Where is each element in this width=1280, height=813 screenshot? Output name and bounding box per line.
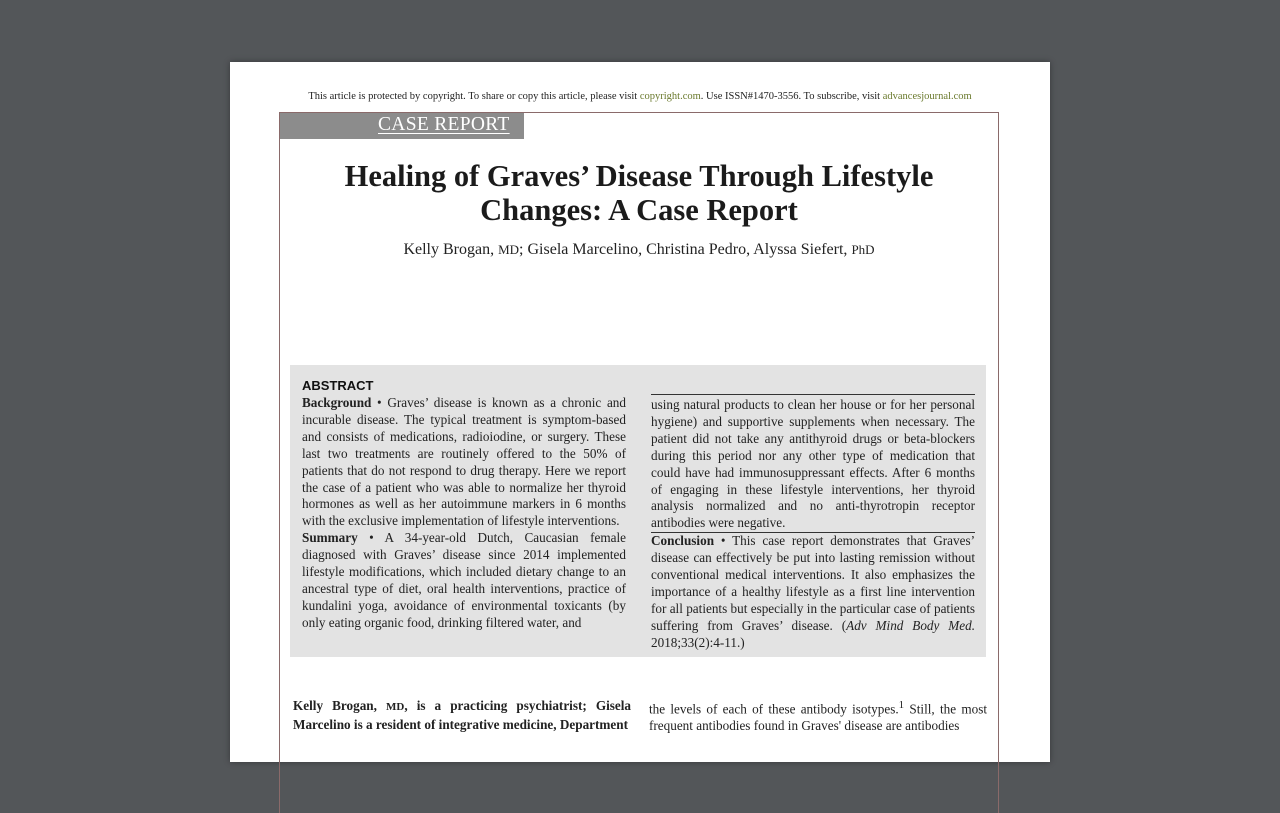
copyright-text: This article is protected by copyright. To share or copy this article, please visit [308,91,640,102]
abstract-right-column [651,394,975,652]
body-text: the levels of each of these antibody isotypes. [649,701,899,717]
author-4-degree: PhD [851,242,875,257]
abstract-heading: ABSTRACT [302,378,374,393]
column-rule [651,394,975,395]
abstract-background [302,395,626,530]
copyright-text-2: . Use ISSN#1470-3556. To subscribe, visit [700,91,883,102]
author-bio-text: , is a practicing psychiatrist; Gisela Marcelino is a resident of integrative medicine, Department [293,698,631,732]
reference-marker[interactable]: 1 [898,699,905,711]
pdf-page [230,62,1050,762]
title-line-1: Healing of Graves’ Disease Through Lifestyle [344,159,934,193]
abstract-summary [302,530,626,631]
body-left-column [293,697,631,733]
summary-continued: using natural products to clean her house or for her personal hygiene) and supportive supplements when necessary. The patient did not take any antithyroid drugs or beta-blockers during this period nor any other type of medication that could have had immunosuppressant effects. After 6 months of engaging in these lifestyle interventions, her thyroid analysis normalized and no anti-thyrotropin receptor antibodies were negative. [651,397,975,533]
author-1: Kelly Brogan, [403,241,499,258]
summary-label: Summary [302,530,358,546]
citation-journal: Adv Mind Body Med. [846,617,976,633]
body-text-2: Still, the most frequent antibodies found in Graves' disease are antibodies [649,701,988,734]
body-right-column [649,697,987,734]
abstract-box [290,365,986,657]
author-bio-name: Kelly Brogan, [293,698,386,713]
title-line-2: Changes: A Case Report [480,193,798,227]
copyright-notice [230,91,1050,102]
summary-text: • A 34-year-old Dutch, Caucasian female diagnosed with Graves’ disease since 2014 implemented lifestyle modifications, which included dietary change to an ancestral type of diet, oral health interventions, practice of kundalini yoga, avoidance of environmental toxicants (by only eating organic food, drinking filtered water, and [302,530,626,630]
copyright-link[interactable]: copyright.com [639,91,701,102]
section-tag [280,113,524,139]
section-tag-label: CASE REPORT [378,114,510,135]
abstract-left-column [302,395,626,632]
authors-rest: ; Gisela Marcelino, Christina Pedro, Alyssa Siefert, [519,241,852,258]
article-title [280,159,998,227]
subscribe-link[interactable]: advancesjournal.com [882,91,972,102]
conclusion-text: • This case report demonstrates that Graves’ disease can effectively be put into lasting remission without conventional medical interventions. It also emphasizes the importance of a healthy lifestyle as a first line intervention for all patients but especially in the particular case of patients suffering from Graves’ disease. ( [651,533,975,633]
author-list [280,241,998,259]
author-1-degree: MD [498,242,520,257]
citation-details: 2018;33(2):4-11.) [651,634,745,650]
conclusion-label: Conclusion [651,533,715,549]
background-label: Background [302,395,372,410]
author-bio-degree: MD [386,701,405,713]
abstract-conclusion [651,533,975,651]
background-text: • Graves’ disease is known as a chronic and incurable disease. The typical treatment is symptom-based and consists of medications, radioiodine, or surgery. These last two treatments are routinely offered to the 50% of patients that do not respond to drug therapy. Here we report the case of a patient who was able to normalize her thyroid hormones as well as her autoimmune markers in 6 months with the exclusive implementation of lifestyle interventions. [302,395,626,529]
